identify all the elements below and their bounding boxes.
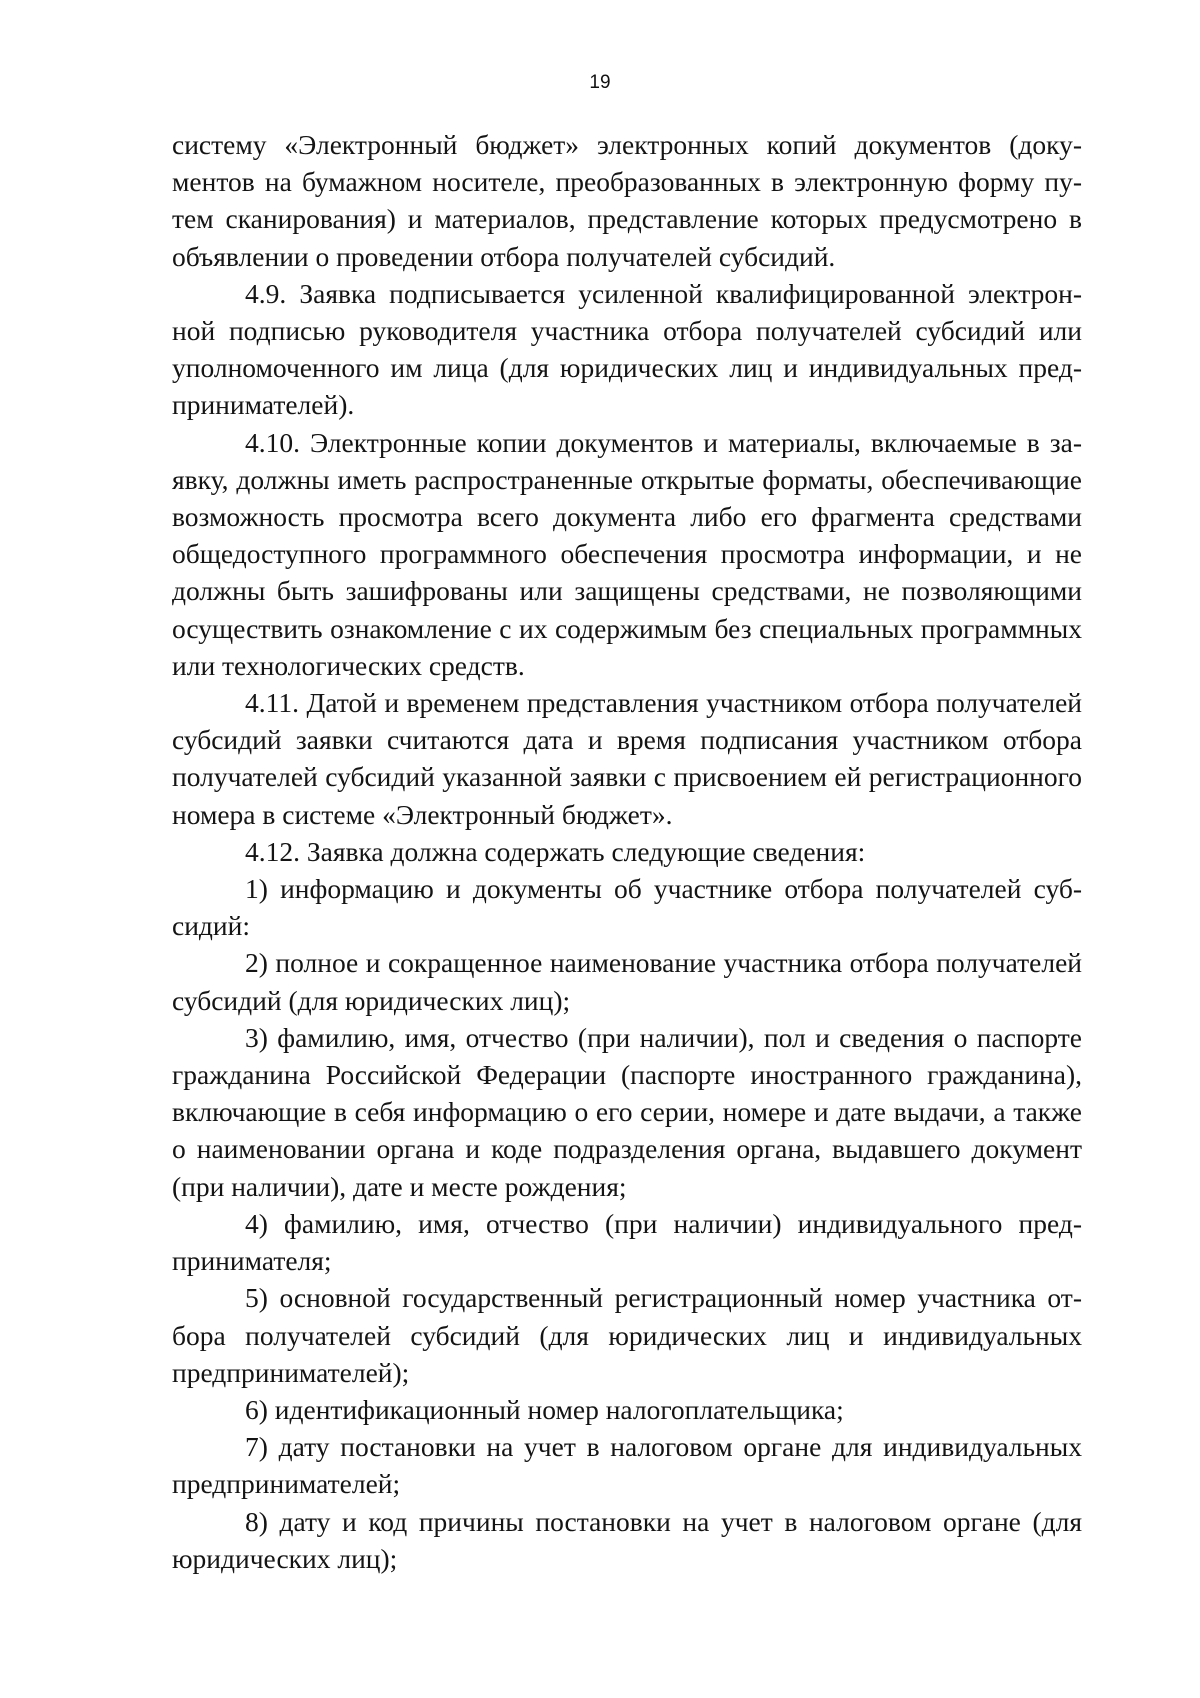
list-item-8: 8) дату и код причины постановки на учет в налоговом органе (для юридических лиц); (172, 1505, 1082, 1574)
list-item-1: 1) информацию и документы об участнике отбора получателей субсидий: (172, 873, 1082, 942)
paragraph-4-10: 4.10. Электронные копии документов и материалы, включаемые в заявку, должны иметь распространенные открытые форматы, обеспечивающие возможность просмотра всего документа либо его фрагмента средствами общедоступного программного обеспечения просмотра информации, и не должны быть зашифрованы или защищены средствами, не позволяющими осуществить ознакомление с их содержимым без специальных программных или технологических средств. (172, 426, 1082, 681)
paragraph-4-11: 4.11. Датой и временем представления участником отбора получателей субсидий заявки считаются дата и время подписания участником отбора получателей субсидий указанной заявки с присвоением ей регистрационного номера в системе «Электронный бюджет». (172, 687, 1082, 830)
list-item-2: 2) полное и сокращенное наименование участника отбора получателей субсидий (для юридических лиц); (172, 947, 1082, 1016)
list-item-6: 6) идентификационный номер налогоплательщика; (245, 1393, 844, 1425)
list-item-7: 7) дату постановки на учет в налоговом органе для индивидуальных предпринимателей; (172, 1431, 1082, 1500)
list-item-3: 3) фамилию, имя, отчество (при наличии), пол и сведения о паспорте гражданина Российской Федерации (паспорте иностранного гражданина), включающие в себя информацию о его серии, номере и дате выдачи, а также о наименовании органа и коде подразделения органа, выдавшего документ (при наличии), дате и месте рождения; (172, 1021, 1082, 1202)
list-item-5: 5) основной государственный регистрационный номер участника отбора получателей субсидий (для юридических лиц и индивидуальных предпринимателей); (172, 1282, 1082, 1388)
paragraph-4-12: 4.12. Заявка должна содержать следующие сведения: (245, 835, 866, 867)
paragraph-continuation: систему «Электронный бюджет» электронных копий документов (документов на бумажном носителе, преобразованных в электронную форму путем сканирования) и материалов, представление которых предусмотрено в объявлении о проведении отбора получателей субсидий. (172, 129, 1082, 272)
document-body (172, 126, 1082, 1577)
paragraph-4-9: 4.9. Заявка подписывается усиленной квалифицированной электронной подписью руководителя участника отбора получателей субсидий или уполномоченного им лица (для юридических лиц и индивидуальных предпринимателей). (172, 277, 1082, 421)
list-item-4: 4) фамилию, имя, отчество (при наличии) индивидуального предпринимателя; (172, 1207, 1082, 1277)
page-number: 19 (589, 72, 611, 93)
